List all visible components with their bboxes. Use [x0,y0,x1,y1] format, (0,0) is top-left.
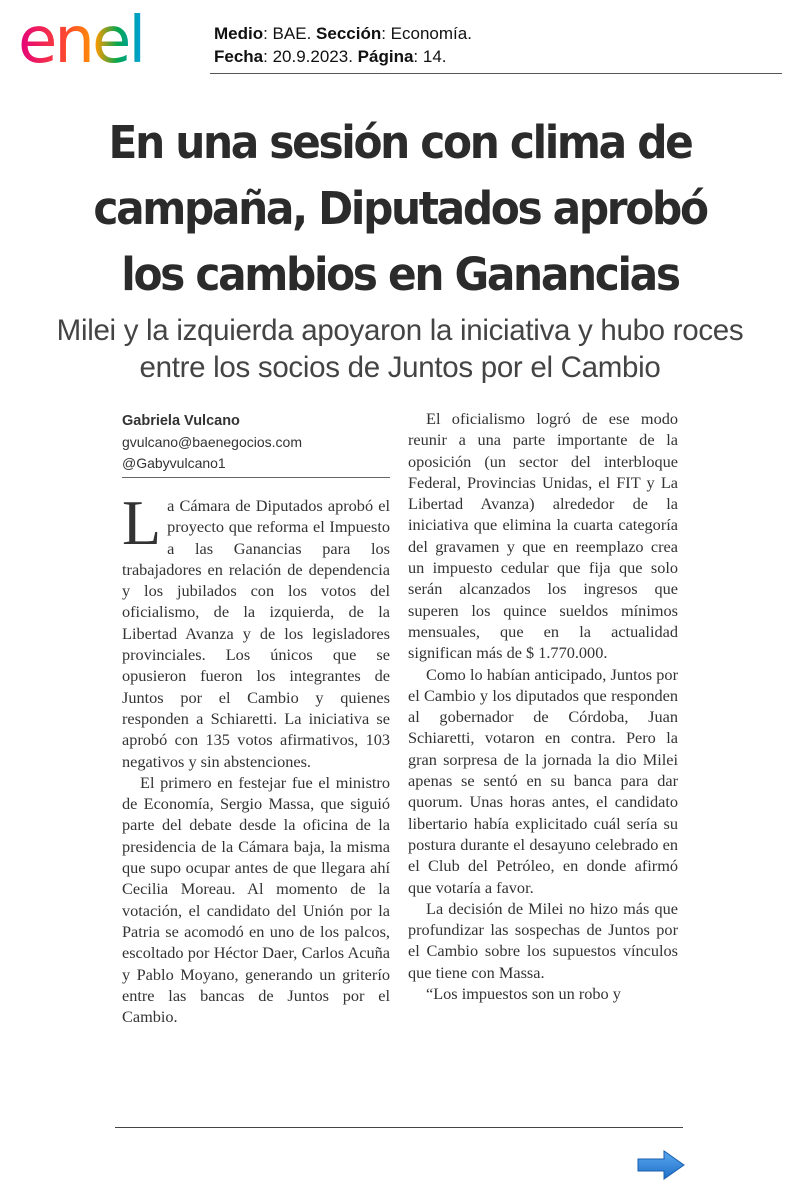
paragraph: El primero en festejar fue el ministro de Economía, Sergio Massa, que siguió parte del debate desde la oficina de la presidencia de la Cámara baja, la misma que supo ocupar antes de que llegara ahí Cecilia Moreau. Al momento de la votación, el candidato del Unión por la Patria se acomodó en uno de los palcos, escoltado por Héctor Daer, Carlos Acuña y Pablo Moyano, generando un griterío entre las bancas de Juntos por el Cambio. [122,772,390,1027]
paragraph: “Los impuestos son un robo y [426,984,621,1004]
paragraph: La decisión de Milei no hizo más que profundizar las sospechas de Juntos por el Cambio sobre los supuestos vínculos que tiene con Massa. [408,898,678,982]
meta-line-1 [214,22,472,45]
author-name: Gabriela Vulcano [122,413,240,429]
byline-divider [122,477,390,478]
header-divider [210,73,782,74]
paragraph-text: a Cámara de Diputados aprobó el proyecto que reforma el Impuesto a las Ganancias para los trabajadores en relación de dependencia y los jubilados con los votos del oficialismo, de la izquierda, de la Libertad Avanza y de los legisladores provinciales. Los únicos que se opusieron fueron los integrantes de Juntos por el Cambio y quienes responden a Schiaretti. La iniciativa se aprobó con 135 votos afirmativos, 103 negativos y sin abstenciones. [122,496,390,771]
paragraph: Como lo habían anticipado, Juntos por el Cambio y los diputados que responden al gobernador de Córdoba, Juan Schiaretti, votaron en contra. Pero la gran sorpresa de la jornada la dio Milei apenas se sentó en su banca para dar quorum. Unas horas antes, el candidato libertario había explicitado cuál sería su postura durante el desayuno celebrado en el Club del Petróleo, en donde afirmó que votaría a favor. [408,664,678,897]
fecha-label: Fecha [214,47,264,66]
publication-meta [214,22,472,68]
bottom-divider [115,1127,683,1128]
enel-logo [18,4,183,72]
svg-text:enel: enel [18,4,144,72]
pagina-value: : 14. [413,47,447,66]
paragraph: El oficialismo logró de ese modo reunir a una parte importante de la oposición (un sector del interbloque Federal, Provincias Unidas, el FIT y La Libertad Avanza) alrededor de la iniciativa que elimina la cuarta categoría del gravamen y que en reemplazo crea un impuesto cedular que fija que solo serán alcanzados los ingresos que superen los quince sueldos mínimos mensuales, que en la actualidad significan más de $ 1.770.000. [408,409,678,663]
author-twitter: @Gabyvulcano1 [122,455,226,471]
article-subhead: Milei y la izquierda apoyaron la iniciativa y hubo roces entre los socios de Juntos por el Cambio [56,314,744,384]
paragraph [122,487,390,772]
pagina-label: Página [357,47,414,66]
byline [122,411,390,474]
seccion-value: : Economía. [381,24,472,43]
author-email: gvulcano@baenegocios.com [122,434,302,450]
seccion-label: Sección [316,24,382,43]
article-column-right [408,408,678,1004]
fecha-value: : 20.9.2023. [263,47,358,66]
medio-value: : BAE. [263,24,317,43]
arrow-right-icon[interactable] [636,1149,686,1181]
drop-cap: L [122,487,162,558]
meta-line-2 [214,45,472,68]
page-header [0,0,800,80]
medio-label: Medio [214,24,264,43]
article-headline: En una sesión con clima de campaña, Diputados aprobó los cambios en Ganancias [93,116,707,301]
article-column-left [122,487,390,1027]
